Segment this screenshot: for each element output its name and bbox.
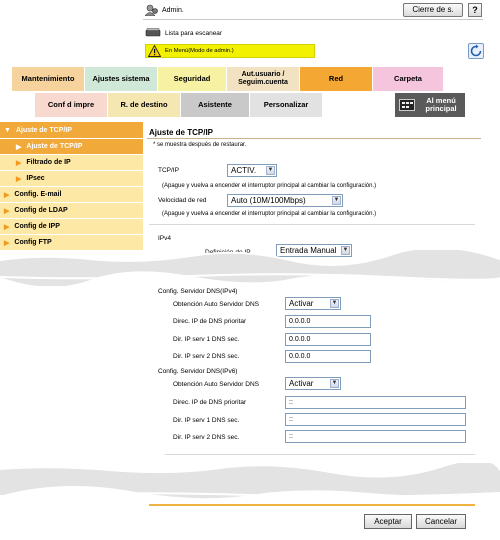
- tab-system-settings-label: Ajustes sistema: [92, 74, 150, 83]
- dns-ipv6-auto-label: Obtención Auto Servidor DNS: [173, 381, 259, 388]
- sidebar-item-label: Config FTP: [14, 239, 52, 246]
- dns-ipv4-primary-input[interactable]: 0.0.0.0: [285, 315, 371, 328]
- arrow-right-icon: ▶: [16, 175, 22, 183]
- tab-maintenance-label: Mantenimiento: [21, 74, 75, 83]
- footer-divider: [149, 504, 475, 506]
- dns-ipv4-primary-label: Direc. IP de DNS prioritar: [173, 318, 247, 325]
- dns-ipv4-auto-select[interactable]: [285, 297, 341, 310]
- warning-icon: [148, 45, 161, 57]
- chevron-down-icon: ▼: [333, 197, 340, 203]
- arrow-right-icon: ▶: [4, 191, 10, 199]
- arrow-right-icon: ▶: [4, 207, 10, 215]
- tab-network[interactable]: [300, 67, 372, 91]
- dns-ipv4-secondary2-label: Dir. IP serv 2 DNS sec.: [173, 353, 240, 360]
- torn-page-break: [0, 250, 500, 286]
- dns-ipv6-title: Config. Servidor DNS(IPv6): [158, 368, 238, 375]
- torn-page-break: [0, 463, 500, 507]
- arrow-right-icon: ▶: [16, 159, 22, 167]
- tcpip-note: (Apague y vuelva a encender el interruptor principal al cambiar la configuración.): [162, 183, 377, 189]
- tab-print-settings[interactable]: [35, 93, 107, 117]
- sidebar-item-ftp[interactable]: [0, 234, 143, 250]
- network-speed-label: Velocidad de red: [158, 197, 207, 204]
- ipv4-label: IPv4: [158, 235, 172, 242]
- tab-box-label: Carpeta: [394, 74, 422, 83]
- logout-button[interactable]: Cierre de s.: [403, 3, 463, 17]
- dns-ipv6-secondary2-label: Dir. IP serv 2 DNS sec.: [173, 434, 240, 441]
- tcpip-select[interactable]: [227, 164, 277, 177]
- dns-ipv6-secondary2-input[interactable]: ::: [285, 430, 466, 443]
- section-divider: [149, 224, 475, 225]
- dns-ipv4-secondary1-input[interactable]: 0.0.0.0: [285, 333, 371, 346]
- main-menu-icon: [399, 99, 415, 111]
- dns-ipv6-auto-value: Activar: [289, 379, 314, 388]
- chevron-down-icon: ▼: [267, 167, 274, 173]
- tcpip-value: ACTIV.: [231, 166, 257, 175]
- sidebar-item-ip-filtering[interactable]: [0, 154, 143, 170]
- refresh-icon: [469, 44, 483, 58]
- to-main-menu-label: Al menú principal: [425, 96, 457, 113]
- sidebar-item-ldap[interactable]: [0, 202, 143, 218]
- tab-user-auth[interactable]: [227, 67, 299, 91]
- scanner-icon: [145, 28, 161, 38]
- tab-system-settings[interactable]: [85, 67, 157, 91]
- chevron-down-icon: ▼: [342, 247, 349, 253]
- dns-ipv6-auto-select[interactable]: [285, 377, 341, 390]
- sidebar-item-label: Filtrado de IP: [26, 159, 71, 166]
- dns-ipv4-secondary2-input[interactable]: 0.0.0.0: [285, 350, 371, 363]
- admin-icon: [145, 4, 159, 16]
- sidebar-item-tcpip[interactable]: [0, 122, 143, 138]
- tab-user-auth-label: Aut.usuario / Seguim.cuenta: [238, 71, 288, 86]
- network-speed-value: Auto (10M/100Mbps): [231, 196, 306, 205]
- tab-destination[interactable]: [108, 93, 180, 117]
- tcpip-label: TCP/IP: [158, 167, 179, 174]
- sidebar-item-label: IPsec: [26, 175, 45, 182]
- expanded-icon: ▼: [4, 126, 11, 134]
- ip-definition-value: Entrada Manual: [280, 246, 337, 255]
- arrow-right-icon: ▶: [4, 239, 10, 247]
- tab-customize-label: Personalizar: [263, 100, 309, 109]
- refresh-button[interactable]: [468, 43, 484, 59]
- dns-ipv4-auto-label: Obtención Auto Servidor DNS: [173, 301, 259, 308]
- section-divider: [165, 454, 475, 455]
- scan-list-label: Lista para escanear: [165, 30, 223, 37]
- dns-ipv6-primary-input[interactable]: ::: [285, 396, 466, 409]
- dns-ipv4-secondary1-label: Dir. IP serv 1 DNS sec.: [173, 336, 240, 343]
- sidebar-item-label: Config. E-mail: [14, 191, 62, 198]
- tab-box[interactable]: [373, 67, 443, 91]
- header-divider: [143, 19, 483, 20]
- dns-ipv4-auto-value: Activar: [289, 299, 314, 308]
- network-speed-select[interactable]: [227, 194, 343, 207]
- arrow-right-icon: ▶: [4, 223, 10, 231]
- network-speed-note: (Apague y vuelva a encender el interruptor principal al cambiar la configuración.): [162, 211, 377, 217]
- page-title: Ajuste de TCP/IP: [149, 128, 214, 137]
- tab-network-label: Red: [328, 74, 344, 83]
- tab-maintenance[interactable]: [12, 67, 84, 91]
- sidebar-item-ipp[interactable]: [0, 218, 143, 234]
- admin-label: Admin.: [162, 7, 184, 14]
- sidebar-item-tcpip-settings[interactable]: [0, 138, 143, 154]
- ip-definition-label: Definición de IP: [205, 249, 251, 256]
- help-button[interactable]: ?: [468, 3, 482, 17]
- tab-destination-label: R. de destino: [120, 100, 168, 109]
- sidebar-item-ipsec[interactable]: [0, 170, 143, 186]
- mode-label: En Menú(Modo de admin.): [165, 48, 234, 54]
- arrow-right-icon: ▶: [16, 143, 22, 151]
- dns-ipv6-secondary1-label: Dir. IP serv 1 DNS sec.: [173, 417, 240, 424]
- sidebar-item-email[interactable]: [0, 186, 143, 202]
- cancel-button[interactable]: Cancelar: [416, 514, 466, 529]
- restart-note: * se muestra después de restaurar.: [153, 142, 247, 148]
- dns-ipv6-secondary1-input[interactable]: ::: [285, 413, 466, 426]
- tab-wizard-label: Asistente: [198, 100, 232, 109]
- chevron-down-icon: ▼: [331, 300, 338, 306]
- sidebar-item-label: Config de LDAP: [14, 207, 68, 214]
- tab-security[interactable]: [158, 67, 226, 91]
- tab-customize[interactable]: [250, 93, 322, 117]
- to-main-menu-button[interactable]: [395, 93, 465, 117]
- chevron-down-icon: ▼: [331, 380, 338, 386]
- dns-ipv4-title: Config. Servidor DNS(IPv4): [158, 288, 238, 295]
- tab-security-label: Seguridad: [173, 74, 211, 83]
- tab-wizard[interactable]: [181, 93, 249, 117]
- ok-button[interactable]: Aceptar: [364, 514, 412, 529]
- sidebar-item-label: Ajuste de TCP/IP: [15, 126, 72, 134]
- dns-ipv6-primary-label: Direc. IP de DNS prioritar: [173, 399, 247, 406]
- sidebar-item-label: Ajuste de TCP/IP: [26, 143, 83, 150]
- title-divider: [147, 138, 481, 139]
- tab-print-settings-label: Conf d impre: [47, 100, 95, 109]
- sidebar-item-label: Config de IPP: [14, 223, 60, 230]
